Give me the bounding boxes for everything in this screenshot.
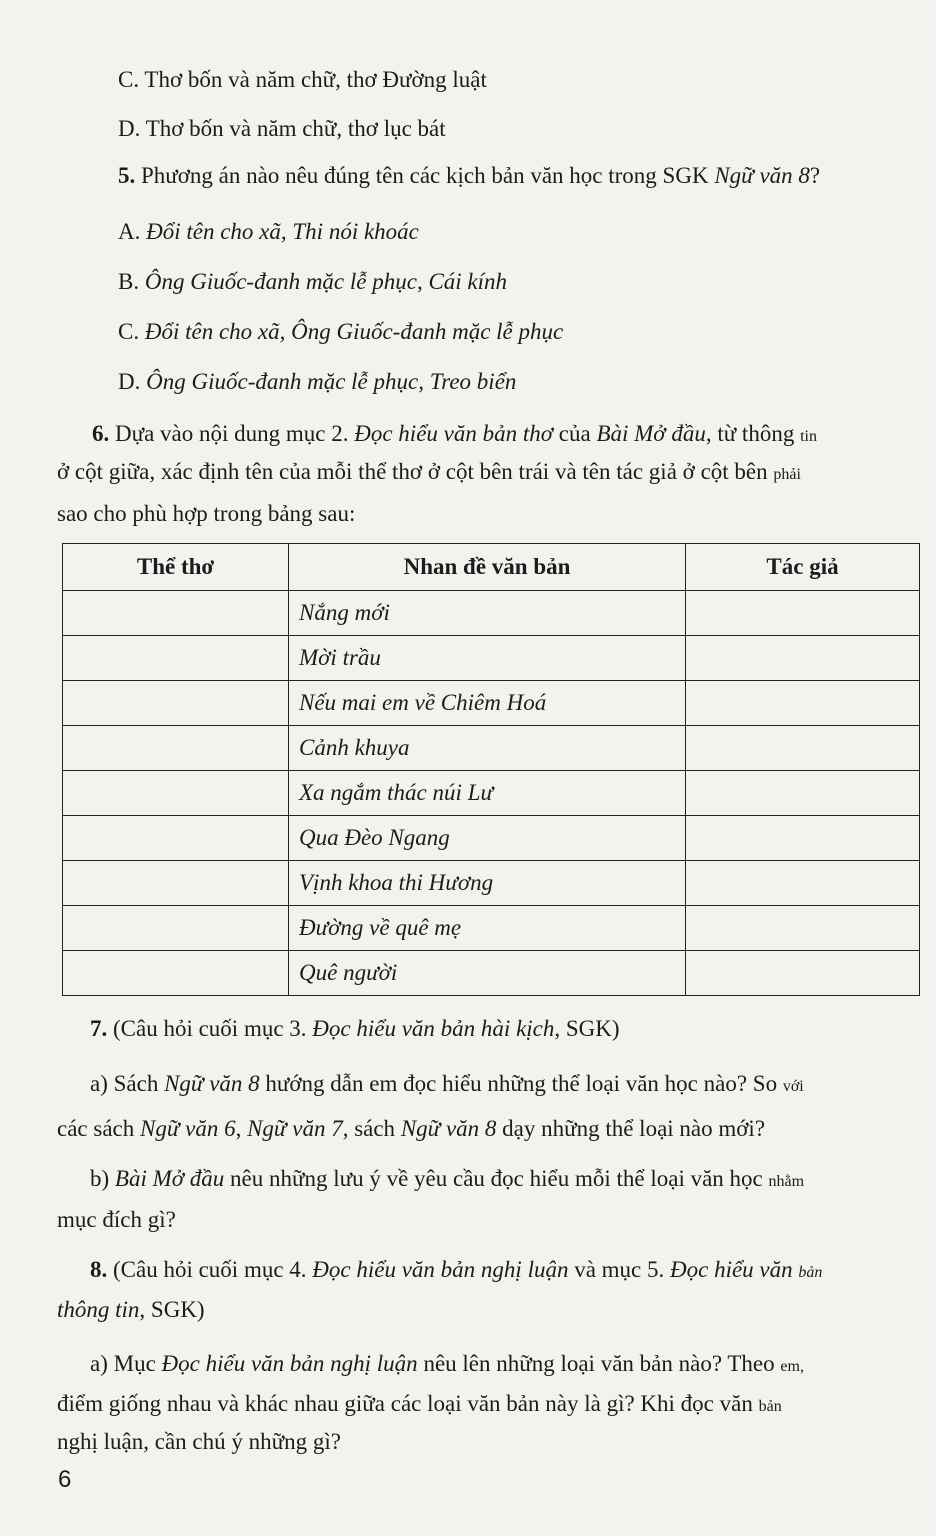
text-run: dạy những thể loại nào mới? [496, 1116, 766, 1141]
text-run: Ngữ văn 8 [400, 1116, 497, 1141]
text-run: Dựa vào nội dung mục 2. [109, 421, 355, 446]
text-run: nêu những lưu ý về yêu cầu đọc hiểu mỗi thể loại văn học [224, 1166, 769, 1191]
text-run: , sách [342, 1116, 401, 1141]
title-cell: Qua Đèo Ngang [289, 816, 686, 861]
text-line [118, 218, 419, 246]
text-line [118, 66, 487, 94]
page-number: 6 [58, 1466, 72, 1493]
text-line [57, 1206, 176, 1234]
text-run: nhằm [768, 1173, 805, 1190]
text-run: , SGK) [554, 1016, 620, 1041]
text-run: Bài Mở đầu [596, 421, 706, 446]
text-run: nghị luận, cần chú ý những gì? [57, 1429, 341, 1454]
text-run: Ngữ văn 7 [247, 1116, 343, 1141]
author-cell [686, 771, 920, 816]
text-run: D. Thơ bốn và năm chữ, thơ lục bát [118, 116, 446, 141]
text-line [90, 1015, 620, 1043]
text-run: phải [773, 466, 801, 483]
poem-form-cell [63, 771, 289, 816]
text-run: Ngữ văn 8 [164, 1071, 260, 1096]
poem-form-cell [63, 861, 289, 906]
header-author: Tác giả [686, 544, 920, 591]
title-cell: Nắng mới [289, 591, 686, 636]
poem-form-cell [63, 681, 289, 726]
text-run: , SGK) [139, 1297, 205, 1322]
text-line [57, 1296, 205, 1324]
text-run: (Câu hỏi cuối mục 3. [107, 1016, 313, 1041]
table-row [63, 861, 920, 906]
table-row [63, 681, 920, 726]
text-line [57, 458, 801, 489]
text-run: C. Thơ bốn và năm chữ, thơ Đường luật [118, 67, 487, 92]
poem-form-cell [63, 816, 289, 861]
poem-form-cell [63, 906, 289, 951]
text-line [57, 1428, 341, 1456]
author-cell [686, 681, 920, 726]
text-run: Đọc hiểu văn bản nghị luận [312, 1257, 569, 1282]
author-cell [686, 636, 920, 681]
text-run: D. [118, 369, 147, 394]
text-line [90, 1165, 804, 1196]
text-run: bản [798, 1264, 823, 1281]
text-run: Đổi tên cho xã, Ông Giuốc-đanh mặc lễ phục [144, 319, 564, 344]
text-line [118, 115, 446, 143]
text-run: điểm giống nhau và khác nhau giữa các loại văn bản này là gì? Khi đọc văn [57, 1391, 759, 1416]
poem-form-cell [63, 636, 289, 681]
text-run: Đọc hiểu văn bản nghị luận [161, 1351, 418, 1376]
text-run: , [235, 1116, 248, 1141]
text-run: Ông Giuốc-đanh mặc lễ phục, Cái kính [144, 269, 508, 294]
text-run: Ngữ văn 8 [714, 163, 810, 188]
text-run: Đọc hiểu văn bản hài kịch [312, 1016, 555, 1041]
text-line [118, 368, 516, 396]
text-run: Phương án nào nêu đúng tên các kịch bản văn học trong SGK [135, 163, 715, 188]
text-run: A. [118, 219, 147, 244]
text-run: 5. [118, 163, 136, 188]
author-cell [686, 726, 920, 771]
text-run: bản [758, 1398, 782, 1415]
poem-table [62, 543, 920, 996]
text-run: b) [90, 1166, 115, 1191]
text-run: ? [809, 163, 821, 188]
text-run: (Câu hỏi cuối mục 4. [107, 1257, 313, 1282]
text-run: của [553, 421, 597, 446]
table-row [63, 726, 920, 771]
text-run: các sách [57, 1116, 140, 1141]
title-cell: Cảnh khuya [289, 726, 686, 771]
text-line [92, 420, 817, 451]
header-poem-form: Thể thơ [63, 544, 289, 591]
text-run: B. [118, 269, 145, 294]
text-run: mục đích gì? [57, 1207, 176, 1232]
title-cell: Nếu mai em về Chiêm Hoá [289, 681, 686, 726]
text-line [90, 1350, 804, 1381]
header-title: Nhan đề văn bản [289, 544, 686, 591]
table-header-row [63, 544, 920, 591]
text-run: Đọc hiểu văn bản thơ [354, 421, 554, 446]
table-row [63, 591, 920, 636]
poem-form-cell [63, 951, 289, 996]
text-run: , từ thông [705, 421, 801, 446]
text-line [118, 162, 820, 190]
text-run: C. [118, 319, 145, 344]
text-run: Ông Giuốc-đanh mặc lễ phục, Treo biển [146, 369, 517, 394]
text-run: sao cho phù hợp trong bảng sau: [57, 501, 356, 526]
text-line [118, 318, 563, 346]
table-row [63, 906, 920, 951]
text-run: nêu lên những loại văn bản nào? Theo [417, 1351, 781, 1376]
table-row [63, 636, 920, 681]
table-row [63, 951, 920, 996]
text-line [57, 1390, 782, 1421]
text-line [57, 1115, 765, 1143]
text-line [90, 1070, 804, 1101]
text-run: Đổi tên cho xã, Thi nói khoác [146, 219, 419, 244]
text-run: ở cột giữa, xác định tên của mỗi thể thơ ở cột bên trái và tên tác giả ở cột bên [57, 459, 774, 484]
author-cell [686, 951, 920, 996]
title-cell: Đường về quê mẹ [289, 906, 686, 951]
text-line [118, 268, 507, 296]
title-cell: Xa ngắm thác núi Lư [289, 771, 686, 816]
author-cell [686, 591, 920, 636]
poem-form-cell [63, 591, 289, 636]
title-cell: Quê người [289, 951, 686, 996]
title-cell: Vịnh khoa thi Hương [289, 861, 686, 906]
text-run: và mục 5. [568, 1257, 671, 1282]
table-row [63, 816, 920, 861]
text-run: 6. [92, 421, 110, 446]
text-run: a) Sách [90, 1071, 165, 1096]
text-run: 7. [90, 1016, 108, 1041]
text-run: a) Mục [90, 1351, 162, 1376]
poem-form-cell [63, 726, 289, 771]
author-cell [686, 906, 920, 951]
author-cell [686, 816, 920, 861]
text-run: Ngữ văn 6 [140, 1116, 236, 1141]
text-run: hướng dẫn em đọc hiểu những thể loại văn học nào? So [259, 1071, 783, 1096]
text-line [57, 500, 355, 528]
text-line [90, 1256, 822, 1287]
text-run: tin [800, 428, 817, 445]
author-cell [686, 861, 920, 906]
text-run: với [782, 1078, 804, 1095]
text-run: Đọc hiểu văn [670, 1257, 799, 1282]
table-row [63, 771, 920, 816]
title-cell: Mời trầu [289, 636, 686, 681]
text-run: Bài Mở đầu [114, 1166, 225, 1191]
text-run: thông tin [57, 1297, 140, 1322]
text-run: 8. [90, 1257, 108, 1282]
text-run: em, [780, 1358, 804, 1375]
